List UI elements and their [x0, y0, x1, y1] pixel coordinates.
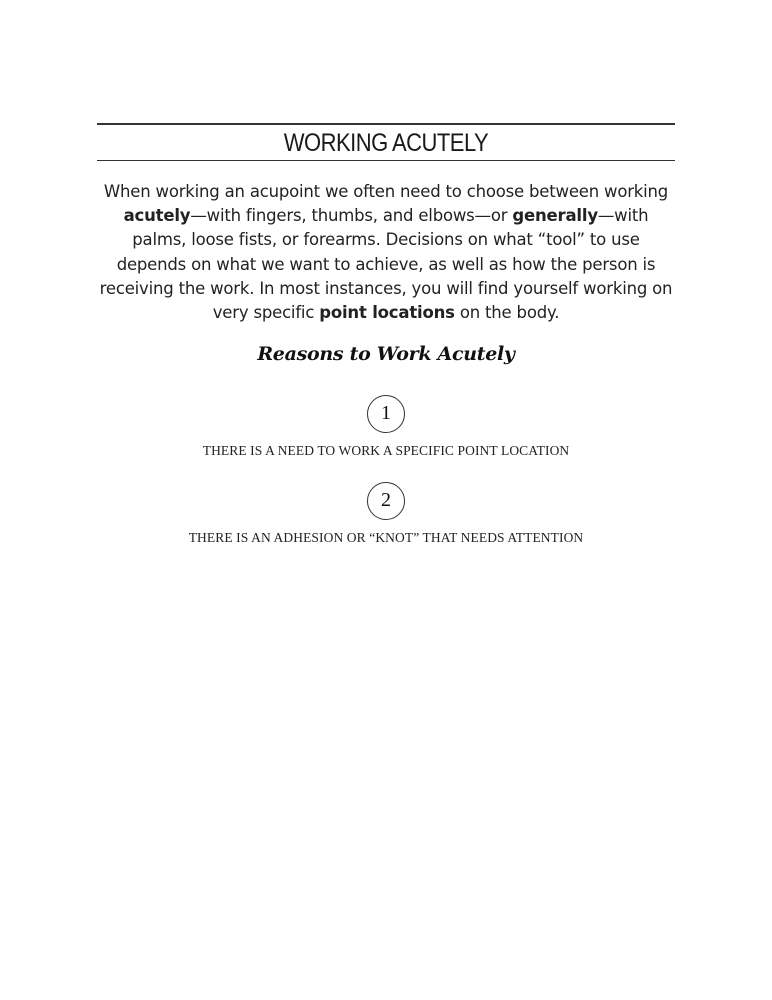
reason-item	[97, 395, 675, 459]
intro-text: —with palms, loose fists, or forearms. Decisions on what “tool” to use depends on what we want to achieve, as well as how the person is receiving the work. In most instances, you will find yourself working on very specific	[99, 206, 673, 323]
reason-text: THERE IS AN ADHESION OR “KNOT” THAT NEEDS ATTENTION	[188, 530, 584, 545]
intro-text: When working an acupoint we often need to choose between working	[103, 182, 669, 201]
reason-item	[97, 482, 675, 546]
intro-text: —with fingers, thumbs, and elbows—or	[190, 206, 513, 226]
title-top-rule	[97, 123, 675, 125]
section-heading: Reasons to Work Acutely	[257, 343, 515, 365]
intro-bold-term: generally	[512, 206, 598, 226]
title-bottom-rule	[97, 160, 675, 161]
intro-bold-term: acutely	[123, 206, 191, 226]
intro-paragraph	[96, 180, 676, 325]
reason-number-badge: 2	[367, 482, 405, 520]
reason-text: THERE IS A NEED TO WORK A SPECIFIC POINT LOCATION	[202, 443, 570, 458]
intro-text: on the body.	[454, 303, 560, 323]
intro-bold-term: point locations	[319, 303, 455, 323]
page-title: WORKING ACUTELY	[283, 129, 489, 157]
reason-number-badge: 1	[367, 395, 405, 433]
